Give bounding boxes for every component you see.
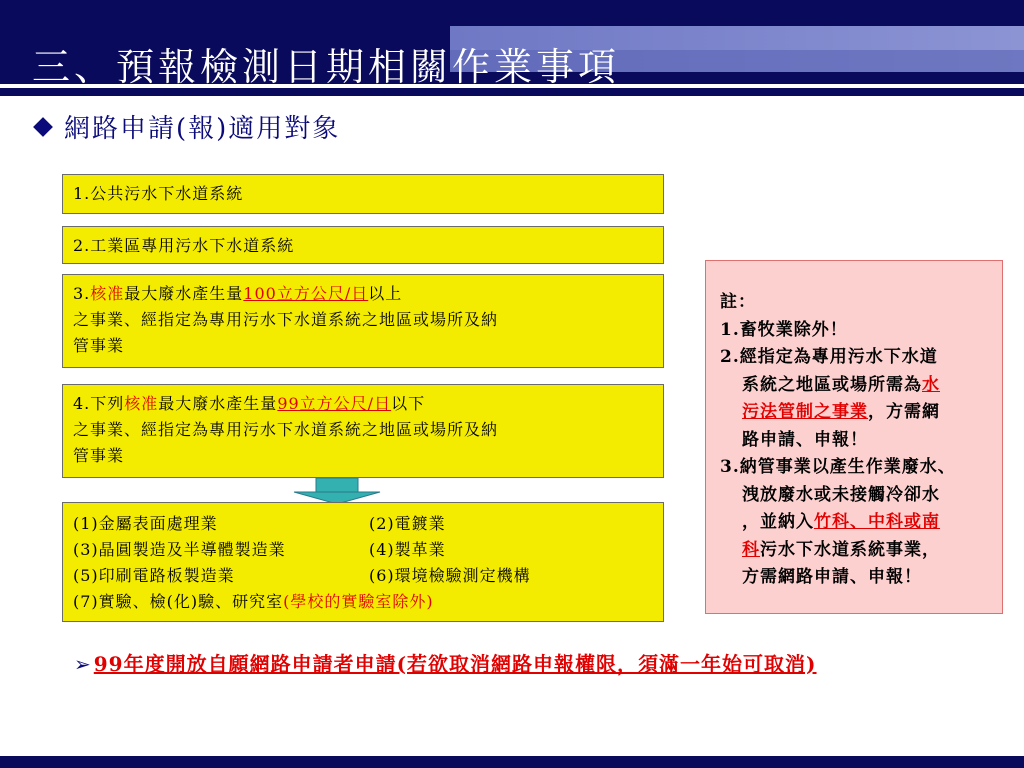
announcement-text: 99年度開放自願網路申請者申請(若欲取消網路申報權限，須滿一年始可取消) (93, 652, 817, 676)
note-item-3-line-3: ，並納入竹科、中科或南 (742, 512, 940, 532)
industry-item: (1)金屬表面處理業 (73, 514, 218, 533)
note-item-2-line-2: 系統之地區或場所需為水 (742, 374, 940, 395)
approved-label: 核准 (90, 284, 125, 303)
industry-item: (5)印刷電路板製造業 (73, 566, 235, 585)
note-heading: 註： (720, 292, 756, 312)
industry-item-last: (7)實驗、檢(化)驗、研究室(學校的實驗室除外) (73, 592, 434, 611)
criteria-text-1: 1.公共污水下水道系統 (73, 184, 244, 203)
threshold-100: 100立方公尺/日 (243, 284, 369, 303)
down-arrow-icon (292, 478, 382, 504)
note-item-2-line-4: 路申請、申報！ (742, 429, 868, 450)
threshold-99: 99立方公尺/日 (277, 394, 392, 413)
announcement (74, 648, 817, 677)
note-item-3-line-1: 3.納管事業以產生作業廢水、 (720, 457, 956, 477)
criteria-box-2 (62, 226, 664, 264)
criteria-4-line-3: 管事業 (73, 446, 125, 465)
criteria-3-line-3: 管事業 (73, 336, 125, 355)
footer-bar (0, 756, 1024, 768)
criteria-3-line-1: 3.核准最大廢水產生量100立方公尺/日以上 (73, 284, 403, 303)
industry-item: (6)環境檢驗測定機構 (369, 566, 531, 585)
note-item-3-line-2: 洩放廢水或未接觸冷卻水 (742, 484, 940, 505)
criteria-4-line-2: 之事業、經指定為專用污水下水道系統之地區或場所及納 (73, 420, 499, 439)
note-box (705, 260, 1003, 614)
note-item-2-line-3: 污法管制之事業，方需網 (742, 402, 940, 422)
school-lab-exception: (學校的實驗室除外) (283, 592, 434, 611)
arrow-bullet-icon: ➢ (74, 652, 92, 676)
criteria-box-1 (62, 174, 664, 214)
criteria-box-4 (62, 384, 664, 478)
section-heading (36, 108, 340, 145)
note-item-1: 1.畜牧業除外！ (720, 319, 848, 340)
industry-item: (2)電鍍業 (369, 514, 446, 533)
criteria-3-line-2: 之事業、經指定為專用污水下水道系統之地區或場所及納 (73, 310, 499, 329)
page-title: 三、預報檢測日期相關作業事項 (32, 45, 621, 89)
industry-item: (4)製革業 (369, 540, 446, 559)
criteria-4-line-1: 4.下列核准最大廢水產生量99立方公尺/日以下 (73, 394, 426, 413)
note-item-3-line-4: 科污水下水道系統事業， (742, 539, 940, 560)
diamond-bullet-icon (33, 117, 53, 137)
section-heading-text: 網路申請(報)適用對象 (64, 114, 341, 144)
criteria-box-3 (62, 274, 664, 368)
industry-list-box (62, 502, 664, 622)
criteria-text-2: 2.工業區專用污水下水道系統 (73, 236, 295, 255)
approved-label: 核准 (124, 394, 159, 413)
industry-list (73, 511, 653, 589)
industry-item: (3)晶圓製造及半導體製造業 (73, 540, 286, 559)
note-item-2-line-1: 2.經指定為專用污水下水道 (720, 347, 938, 367)
note-item-3-line-5: 方需網路申請、申報！ (742, 567, 922, 587)
